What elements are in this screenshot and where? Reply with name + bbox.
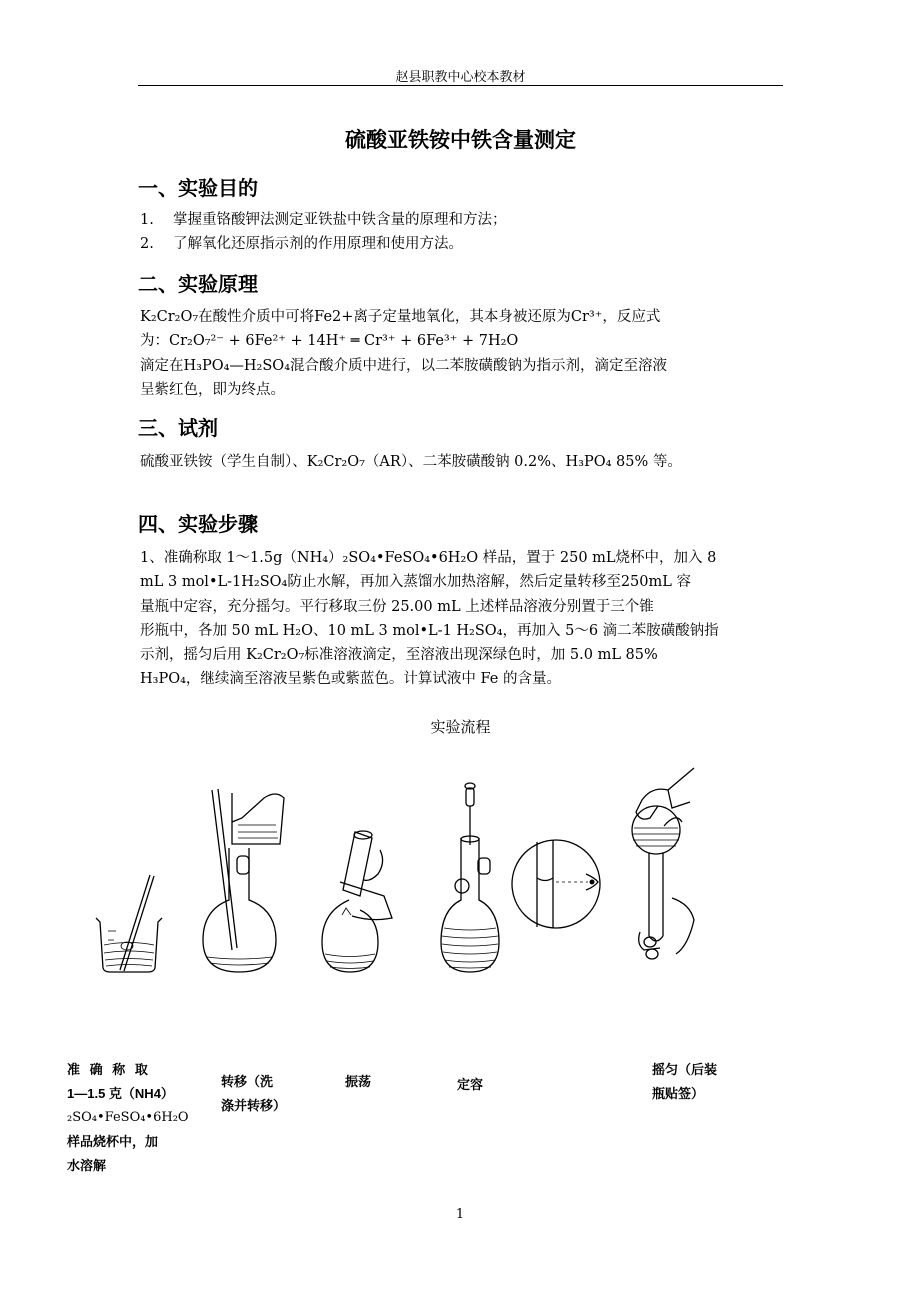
caption-line: 瓶贴签） bbox=[652, 1086, 705, 1101]
reagents-line: 硫酸亚铁铵（学生自制）、K₂Cr₂O₇（AR）、二苯胺磺酸钠 0.2%、H₃PO₄ 85% 等。 bbox=[140, 454, 682, 470]
principle-line-4: 呈紫红色，即为终点。 bbox=[140, 382, 285, 398]
caption-line: 定容 bbox=[457, 1077, 484, 1092]
caption-line: 振荡 bbox=[345, 1074, 372, 1089]
procedure-line: mL 3 mol•L-1H₂SO₄防止水解，再加入蒸馏水加热溶解，然后定量转移至250mL 容 bbox=[140, 574, 691, 590]
page-number: 1 bbox=[455, 1207, 465, 1222]
list-item bbox=[140, 209, 507, 231]
section-heading-procedure: 四、实验步骤 bbox=[138, 514, 258, 536]
principle-line-1: K₂Cr₂O₇在酸性介质中可将Fe2+离子定量地氧化，其本身被还原为Cr³⁺，反应式 bbox=[140, 309, 661, 325]
volumetric-flask-transfer-icon bbox=[203, 789, 284, 972]
section-heading-reagents: 三、试剂 bbox=[138, 418, 218, 440]
meniscus-eye-icon bbox=[512, 840, 600, 928]
document-title: 硫酸亚铁铵中铁含量测定 bbox=[345, 129, 576, 152]
caption-line: 水溶解 bbox=[67, 1158, 107, 1173]
list-text: 了解氧化还原指示剂的作用原理和使用方法。 bbox=[173, 236, 463, 252]
flow-title: 实验流程 bbox=[430, 718, 491, 736]
caption-line: 摇匀（后装 bbox=[652, 1062, 718, 1077]
list-text: 掌握重铬酸钾法测定亚铁盐中铁含量的原理和方法； bbox=[173, 212, 507, 228]
experiment-flow-illustration bbox=[0, 750, 920, 990]
procedure-line: 示剂，摇匀后用 K₂Cr₂O₇标准溶液滴定，至溶液出现深绿色时，加 5.0 mL 85% bbox=[140, 647, 658, 663]
caption-step-transfer bbox=[221, 1070, 286, 1118]
caption-line: 1—1.5 克（NH4） bbox=[67, 1086, 174, 1101]
shaking-flask-icon bbox=[322, 831, 392, 972]
inverting-flask-icon bbox=[632, 768, 694, 959]
caption-step-volume bbox=[457, 1073, 483, 1097]
caption-line: 样品烧杯中，加 bbox=[67, 1134, 159, 1149]
caption-line: 准 确 称 取 bbox=[67, 1062, 151, 1077]
caption-line: ₂SO₄•FeSO₄•6H₂O bbox=[67, 1110, 189, 1125]
caption-step-mix bbox=[652, 1058, 717, 1106]
procedure-line: H₃PO₄，继续滴至溶液呈紫色或紫蓝色。计算试液中 Fe 的含量。 bbox=[140, 671, 561, 687]
caption-line: 转移（洗 bbox=[221, 1074, 274, 1089]
list-number: 2. bbox=[140, 236, 154, 252]
caption-line: 涤并转移） bbox=[221, 1098, 287, 1113]
section-heading-principle: 二、实验原理 bbox=[138, 274, 258, 296]
caption-step-shake bbox=[345, 1070, 371, 1094]
principle-line-3: 滴定在H₃PO₄—H₂SO₄混合酸介质中进行，以二苯胺磺酸钠为指示剂，滴定至溶液 bbox=[140, 358, 668, 374]
procedure-line: 形瓶中，各加 50 mL H₂O、10 mL 3 mol•L-1 H₂SO₄，再加入 5～6 滴二苯胺磺酸钠指 bbox=[140, 623, 719, 639]
caption-step-weigh bbox=[67, 1058, 189, 1178]
dropper-flask-icon bbox=[441, 783, 499, 972]
page-header: 赵县职教中心校本教材 bbox=[395, 70, 526, 85]
reaction-equation: 为：Cr₂O₇²⁻ + 6Fe²⁺ + 14H⁺ ═ Cr³⁺ + 6Fe³⁺ + 7H₂O bbox=[140, 333, 519, 349]
list-number: 1. bbox=[140, 212, 154, 228]
section-heading-purpose: 一、实验目的 bbox=[138, 178, 258, 200]
procedure-line: 1、准确称取 1～1.5g（NH₄）₂SO₄•FeSO₄•6H₂O 样品，置于 250 mL烧杯中，加入 8 bbox=[140, 550, 717, 566]
list-item bbox=[140, 233, 463, 255]
procedure-line: 量瓶中定容，充分摇匀。平行移取三份 25.00 mL 上述样品溶液分别置于三个锥 bbox=[140, 599, 654, 615]
header-divider bbox=[138, 85, 783, 86]
beaker-icon bbox=[96, 875, 162, 972]
